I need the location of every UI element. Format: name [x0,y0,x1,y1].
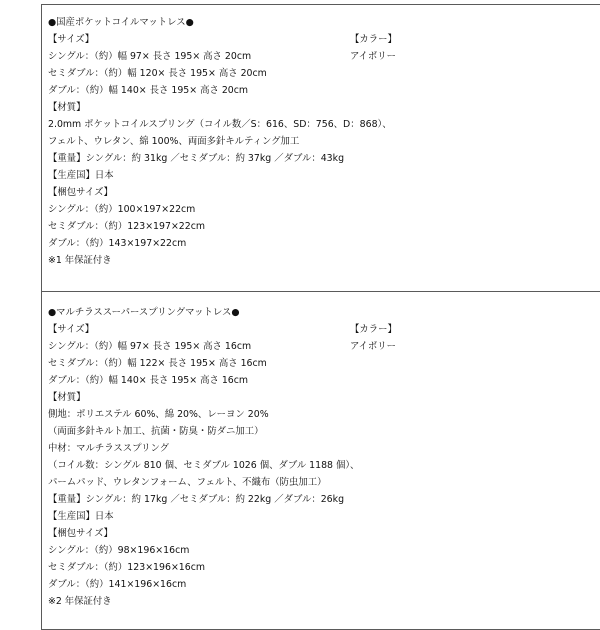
color-value: アイボリー [350,341,397,352]
material-line: パームパッド、ウレタンフォーム、フェルト、不織布（防虫加工） [48,477,327,488]
size-double: ダブル：（約）幅 140× 長さ 195× 高さ 20cm [48,85,249,96]
package-semi-double: セミダブル：（約）123×197×22cm [48,221,206,232]
color-heading: 【カラー】 [350,34,397,45]
product-title: ●マルチラススーパースプリングマットレス● [48,307,240,318]
material-heading: 【材質】 [48,392,86,403]
size-single: シングル：（約）幅 97× 長さ 195× 高さ 16cm [48,341,252,352]
size-semi-double: セミダブル：（約）幅 120× 長さ 195× 高さ 20cm [48,68,267,79]
material-line: 中材：マルチラススプリング [48,443,170,454]
product-title: ●国産ポケットコイルマットレス● [48,17,194,28]
weight-line: 【重量】シングル：約 17kg ／セミダブル：約 22kg ／ダブル：26kg [48,494,345,505]
package-single: シングル：（約）100×197×22cm [48,204,196,215]
material-heading: 【材質】 [48,102,86,113]
color-block-pocket-coil [350,31,397,65]
warranty-line: ※2 年保証付き [48,596,112,607]
material-line: 2.0mm ポケットコイルスプリング（コイル数／S：616、SD：756、D：868）、 [48,119,392,130]
material-line: （コイル数：シングル 810 個、セミダブル 1026 個、ダブル 1188 個）、 [48,460,360,471]
size-heading: 【サイズ】 [48,34,95,45]
weight-line: 【重量】シングル：約 31kg ／セミダブル：約 37kg ／ダブル：43kg [48,153,345,164]
material-line: 側地：ポリエステル 60%、綿 20%、レーヨン 20% [48,409,269,420]
material-line: （両面多針キルト加工、抗菌・防臭・防ダニ加工） [48,426,264,437]
package-double: ダブル：（約）141×196×16cm [48,579,187,590]
color-heading: 【カラー】 [350,324,397,335]
color-block-multi-spring [350,321,397,355]
package-double: ダブル：（約）143×197×22cm [48,238,187,249]
package-heading: 【梱包サイズ】 [48,528,113,539]
package-single: シングル：（約）98×196×16cm [48,545,190,556]
size-single: シングル：（約）幅 97× 長さ 195× 高さ 20cm [48,51,252,62]
origin-line: 【生産国】日本 [48,511,114,522]
warranty-line: ※1 年保証付き [48,255,112,266]
spec-list-multi-spring [48,304,359,610]
origin-line: 【生産国】日本 [48,170,114,181]
material-line: フェルト、ウレタン、綿 100%、両面多針キルティング加工 [48,136,300,147]
package-semi-double: セミダブル：（約）123×196×16cm [48,562,206,573]
size-semi-double: セミダブル：（約）幅 122× 長さ 195× 高さ 16cm [48,358,267,369]
size-double: ダブル：（約）幅 140× 長さ 195× 高さ 16cm [48,375,249,386]
package-heading: 【梱包サイズ】 [48,187,113,198]
spec-list-pocket-coil [48,14,392,269]
size-heading: 【サイズ】 [48,324,95,335]
color-value: アイボリー [350,51,397,62]
